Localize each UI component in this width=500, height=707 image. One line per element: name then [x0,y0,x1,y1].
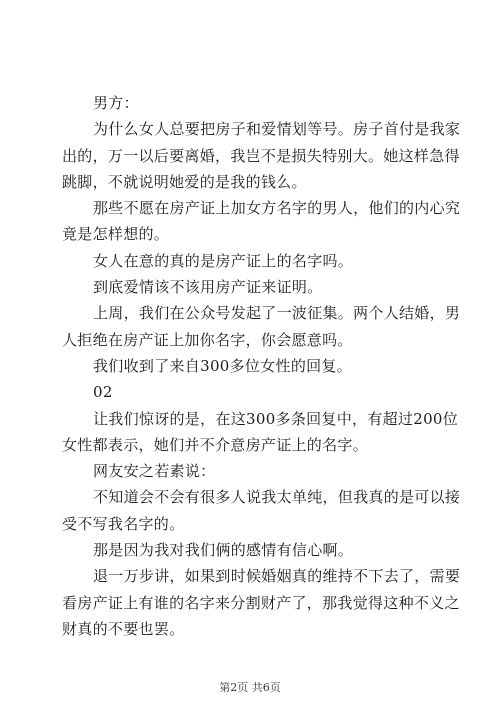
paragraph: 女人在意的真的是房产证上的名字吗。 [93,251,354,270]
paragraph: 那是因为我对我们俩的感情有信心啊。 [93,541,354,560]
speaker-heading: 男方： [93,94,139,112]
document-body [62,90,462,642]
paragraph: 不知道会不会有很多人说我太单纯，但我真的是可以接受不写我名字的。 [62,488,461,533]
paragraph: 我们收到了来自300多位女性的回复。 [93,356,353,375]
paragraph: 那些不愿在房产证上加女方名字的男人，他们的内心究竟是怎样想的。 [62,199,461,244]
paragraph: 让我们惊讶的是，在这300多条回复中，有超过200位女性都表示，她们并不介意房产证上的名字。 [62,409,459,454]
paragraph: 到底爱情该不该用房产证来证明。 [93,278,323,297]
section-number: 02 [93,383,113,402]
paragraph: 上周，我们在公众号发起了一波征集。两个人结婚，男人拒绝在房产证上加你名字，你会愿意吗。 [62,304,461,349]
paragraph: 为什么女人总要把房子和爱情划等号。房子首付是我家出的，万一以后要离婚，我岂不是损失特别大。她这样急得跳脚，不就说明她爱的是我的钱么。 [62,120,461,191]
page-footer: 第2页 共6页 [219,681,281,694]
paragraph: 网友安之若素说： [93,462,216,481]
paragraph: 退一万步讲，如果到时候婚姻真的维持不下去了，需要看房产证上有谁的名字来分割财产了，那我觉得这种不义之财真的不要也罢。 [62,567,461,638]
